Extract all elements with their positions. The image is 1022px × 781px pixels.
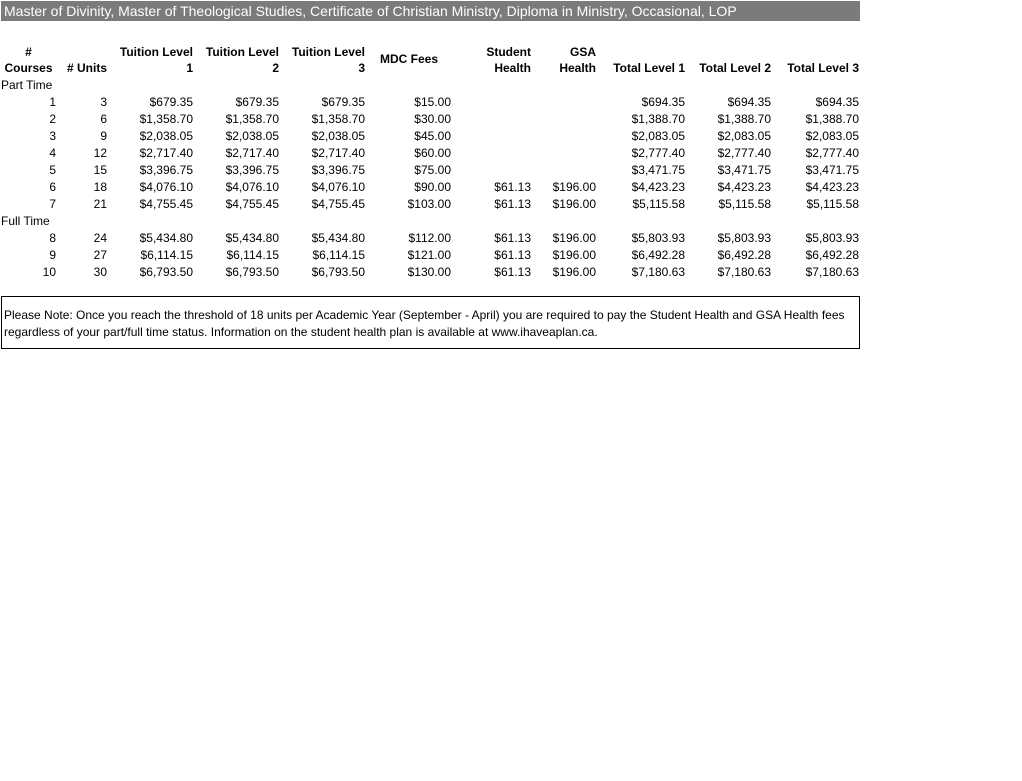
cell-mdc-fees: $103.00 xyxy=(407,197,451,211)
cell-tuition-level-1: $5,434.80 xyxy=(139,231,193,245)
cell-mdc-fees: $90.00 xyxy=(414,180,451,194)
cell-courses: 3 xyxy=(49,129,56,143)
cell-courses: 6 xyxy=(49,180,56,194)
cell-units: 6 xyxy=(100,112,107,126)
cell-tuition-level-3: $2,717.40 xyxy=(311,146,365,160)
cell-total-level-2: $7,180.63 xyxy=(717,265,771,279)
cell-mdc-fees: $15.00 xyxy=(414,95,451,109)
cell-tuition-level-2: $6,793.50 xyxy=(225,265,279,279)
cell-total-level-1: $5,115.58 xyxy=(632,197,685,211)
cell-tuition-level-1: $1,358.70 xyxy=(139,112,193,126)
cell-tuition-level-1: $3,396.75 xyxy=(139,163,193,177)
cell-courses: 4 xyxy=(49,146,56,160)
header-tuition-level-1: Tuition Level 1 xyxy=(119,45,193,75)
cell-units: 21 xyxy=(93,197,107,211)
cell-mdc-fees: $112.00 xyxy=(408,231,451,245)
cell-total-level-3: $7,180.63 xyxy=(805,265,859,279)
cell-courses: 2 xyxy=(49,112,56,126)
cell-gsa-health: $196.00 xyxy=(552,180,596,194)
table-row xyxy=(1,94,861,111)
cell-student-health xyxy=(453,145,533,162)
cell-student-health: $61.13 xyxy=(494,180,531,194)
cell-student-health xyxy=(453,162,533,179)
section-label-row xyxy=(1,77,861,94)
document-title: Master of Divinity, Master of Theological Studies, Certificate of Christian Ministry, Diploma in Ministry, Occasional, LOP xyxy=(1,1,860,21)
cell-tuition-level-1: $6,793.50 xyxy=(139,265,193,279)
header-total-level-2: Total Level 2 xyxy=(699,61,771,75)
cell-total-level-1: $7,180.63 xyxy=(631,265,685,279)
cell-mdc-fees: $121.00 xyxy=(407,248,451,262)
cell-tuition-level-2: $2,717.40 xyxy=(225,146,279,160)
cell-tuition-level-3: $6,793.50 xyxy=(311,265,365,279)
cell-total-level-3: $1,388.70 xyxy=(805,112,859,126)
note-box xyxy=(1,296,860,349)
cell-total-level-1: $2,777.40 xyxy=(631,146,685,160)
cell-tuition-level-2: $4,755.45 xyxy=(225,197,279,211)
table-row xyxy=(1,230,861,247)
cell-total-level-2: $694.35 xyxy=(727,95,771,109)
cell-tuition-level-3: $6,114.15 xyxy=(312,248,365,262)
cell-units: 27 xyxy=(93,248,107,262)
cell-student-health: $61.13 xyxy=(494,197,531,211)
cell-total-level-3: $6,492.28 xyxy=(805,248,859,262)
cell-tuition-level-1: $679.35 xyxy=(149,95,193,109)
cell-gsa-health xyxy=(533,94,598,111)
cell-tuition-level-1: $4,755.45 xyxy=(139,197,193,211)
cell-tuition-level-2: $2,038.05 xyxy=(225,129,279,143)
header-total-level-3: Total Level 3 xyxy=(787,61,859,75)
cell-units: 18 xyxy=(93,180,107,194)
header-units: # Units xyxy=(66,61,107,75)
cell-gsa-health xyxy=(533,128,598,145)
cell-total-level-2: $3,471.75 xyxy=(717,163,771,177)
cell-gsa-health: $196.00 xyxy=(552,248,596,262)
cell-total-level-2: $2,777.40 xyxy=(717,146,771,160)
table-row xyxy=(1,196,861,213)
cell-total-level-1: $694.35 xyxy=(641,95,685,109)
cell-tuition-level-2: $5,434.80 xyxy=(225,231,279,245)
cell-tuition-level-1: $4,076.10 xyxy=(139,180,193,194)
cell-total-level-2: $2,083.05 xyxy=(717,129,771,143)
header-tuition-level-2: Tuition Level 2 xyxy=(205,45,279,75)
cell-total-level-3: $3,471.75 xyxy=(805,163,859,177)
cell-tuition-level-3: $679.35 xyxy=(321,95,365,109)
cell-total-level-3: $694.35 xyxy=(815,95,859,109)
cell-tuition-level-2: $3,396.75 xyxy=(225,163,279,177)
cell-tuition-level-3: $5,434.80 xyxy=(311,231,365,245)
cell-tuition-level-1: $2,717.40 xyxy=(139,146,193,160)
cell-units: 3 xyxy=(100,95,107,109)
cell-courses: 9 xyxy=(49,248,56,262)
cell-tuition-level-3: $4,755.45 xyxy=(311,197,365,211)
cell-units: 12 xyxy=(93,146,107,160)
cell-total-level-1: $5,803.93 xyxy=(631,231,685,245)
cell-student-health xyxy=(453,111,533,128)
cell-tuition-level-3: $2,038.05 xyxy=(311,129,365,143)
table-header xyxy=(1,42,861,77)
cell-student-health: $61.13 xyxy=(494,265,531,279)
cell-gsa-health xyxy=(533,111,598,128)
cell-tuition-level-2: $679.35 xyxy=(235,95,279,109)
section-label-row xyxy=(1,213,861,230)
cell-total-level-2: $6,492.28 xyxy=(717,248,771,262)
cell-units: 30 xyxy=(93,265,107,279)
cell-total-level-2: $5,115.58 xyxy=(718,197,771,211)
table-row xyxy=(1,128,861,145)
cell-student-health: $61.13 xyxy=(494,248,531,262)
cell-student-health xyxy=(453,128,533,145)
cell-student-health xyxy=(453,94,533,111)
cell-tuition-level-3: $4,076.10 xyxy=(311,180,365,194)
cell-total-level-3: $4,423.23 xyxy=(805,180,859,194)
cell-total-level-1: $2,083.05 xyxy=(631,129,685,143)
fee-table xyxy=(1,42,861,281)
header-tuition-level-3: Tuition Level 3 xyxy=(291,45,365,75)
table-row xyxy=(1,247,861,264)
cell-courses: 5 xyxy=(49,163,56,177)
note-text: Please Note: Once you reach the threshold of 18 units per Academic Year (September - April) you are required to pay the Student Health and GSA Health fees regardless of your part/full time status. Information on the student health plan is available at www.ihaveaplan.ca. xyxy=(4,308,845,339)
cell-units: 15 xyxy=(93,163,107,177)
cell-units: 9 xyxy=(100,129,107,143)
cell-courses: 10 xyxy=(42,265,56,279)
cell-tuition-level-1: $2,038.05 xyxy=(139,129,193,143)
table-row xyxy=(1,264,861,281)
table-row xyxy=(1,111,861,128)
cell-courses: 8 xyxy=(49,231,56,245)
header-courses: # Courses xyxy=(4,45,53,75)
cell-total-level-3: $5,115.58 xyxy=(806,197,859,211)
cell-tuition-level-2: $6,114.15 xyxy=(226,248,279,262)
section-label: Part Time xyxy=(1,78,53,92)
header-student-health: Student Health xyxy=(486,45,531,75)
cell-student-health: $61.13 xyxy=(494,231,531,245)
cell-total-level-2: $4,423.23 xyxy=(717,180,771,194)
cell-tuition-level-3: $3,396.75 xyxy=(311,163,365,177)
table-row xyxy=(1,162,861,179)
cell-total-level-1: $1,388.70 xyxy=(631,112,685,126)
cell-total-level-3: $2,777.40 xyxy=(805,146,859,160)
header-gsa-health: GSA Health xyxy=(559,45,596,75)
table-row xyxy=(1,179,861,196)
cell-tuition-level-1: $6,114.15 xyxy=(140,248,193,262)
cell-total-level-3: $2,083.05 xyxy=(805,129,859,143)
cell-courses: 7 xyxy=(49,197,56,211)
cell-gsa-health xyxy=(533,162,598,179)
cell-mdc-fees: $45.00 xyxy=(414,129,451,143)
header-mdc-fees: MDC Fees xyxy=(379,52,438,66)
cell-units: 24 xyxy=(93,231,107,245)
cell-total-level-1: $4,423.23 xyxy=(631,180,685,194)
cell-mdc-fees: $30.00 xyxy=(414,112,451,126)
cell-total-level-3: $5,803.93 xyxy=(805,231,859,245)
cell-mdc-fees: $75.00 xyxy=(414,163,451,177)
cell-tuition-level-3: $1,358.70 xyxy=(311,112,365,126)
cell-tuition-level-2: $4,076.10 xyxy=(225,180,279,194)
cell-gsa-health: $196.00 xyxy=(552,265,596,279)
cell-total-level-1: $3,471.75 xyxy=(631,163,685,177)
header-total-level-1: Total Level 1 xyxy=(613,61,685,75)
cell-courses: 1 xyxy=(49,95,56,109)
table-row xyxy=(1,145,861,162)
cell-gsa-health: $196.00 xyxy=(552,231,596,245)
cell-total-level-2: $1,388.70 xyxy=(717,112,771,126)
cell-mdc-fees: $60.00 xyxy=(414,146,451,160)
cell-total-level-2: $5,803.93 xyxy=(717,231,771,245)
cell-gsa-health: $196.00 xyxy=(552,197,596,211)
table-body xyxy=(1,77,861,281)
section-label: Full Time xyxy=(1,214,50,228)
cell-gsa-health xyxy=(533,145,598,162)
cell-total-level-1: $6,492.28 xyxy=(631,248,685,262)
cell-tuition-level-2: $1,358.70 xyxy=(225,112,279,126)
cell-mdc-fees: $130.00 xyxy=(407,265,451,279)
